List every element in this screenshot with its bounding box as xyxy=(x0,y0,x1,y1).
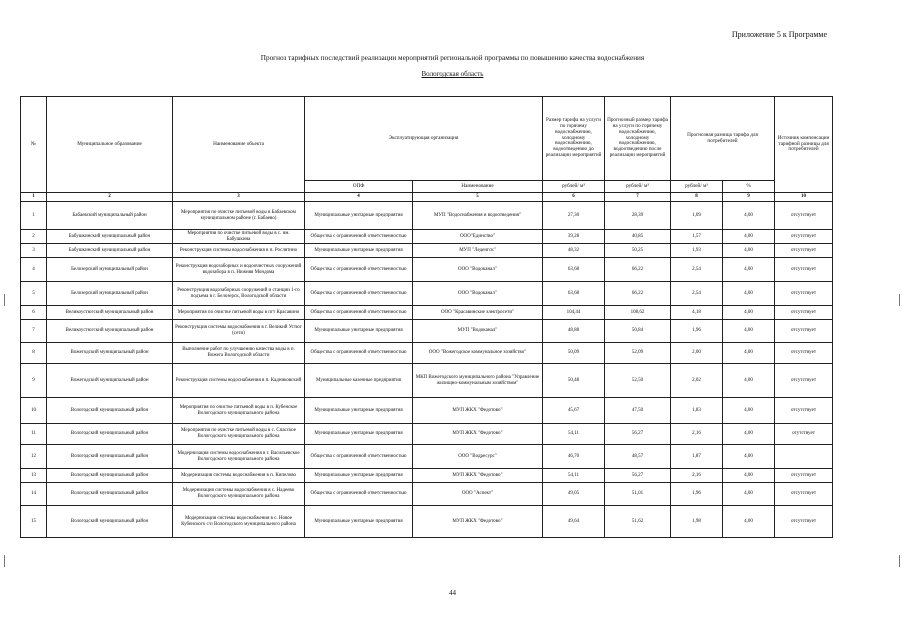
opf-cell: Общества с ограниченной ответственностью xyxy=(305,282,413,306)
municipality-cell: Бабушкинский муниципальный район xyxy=(47,230,173,244)
diff-pct-cell: 4,00 xyxy=(723,424,775,445)
row-number: 7 xyxy=(21,320,47,343)
col-number: 8 xyxy=(671,193,723,202)
municipality-cell: Вологодский муниципальный район xyxy=(47,469,173,483)
row-number: 9 xyxy=(21,364,47,398)
source-cell: отсутствует xyxy=(775,506,833,538)
org-name-cell: ООО "Водресурс" xyxy=(413,445,543,469)
row-number: 14 xyxy=(21,483,47,506)
row-number: 1 xyxy=(21,202,47,230)
diff-pct-cell: 4,00 xyxy=(723,258,775,282)
org-name-cell: ООО "Вожегодское коммунальное хозяйство" xyxy=(413,343,543,364)
diff-pct-cell: 4,00 xyxy=(723,244,775,258)
fold-mark xyxy=(899,294,900,306)
opf-cell: Общества с ограниченной ответственностью xyxy=(305,483,413,506)
table-row xyxy=(21,445,833,469)
opf-cell: Общества с ограниченной ответственностью xyxy=(305,230,413,244)
fold-mark xyxy=(4,294,5,306)
org-name-cell: МУП "Водоканал" xyxy=(413,320,543,343)
municipality-cell: Бабушкинский муниципальный район xyxy=(47,244,173,258)
header-unit-after: рублей/ м³ xyxy=(605,181,671,193)
table-row xyxy=(21,343,833,364)
tariff-before-cell: 50,48 xyxy=(543,364,605,398)
source-cell: отсутствует xyxy=(775,364,833,398)
municipality-cell: Вологодский муниципальный район xyxy=(47,483,173,506)
col-number: 7 xyxy=(605,193,671,202)
diff-rub-cell: 1,83 xyxy=(671,398,723,424)
table-row xyxy=(21,230,833,244)
diff-rub-cell: 1,98 xyxy=(671,506,723,538)
source-cell: отсутствует xyxy=(775,398,833,424)
opf-cell: Общества с ограниченной ответственностью xyxy=(305,445,413,469)
object-cell: Мероприятия по очистке питьевой воды в с. им. Бабушкина xyxy=(173,230,305,244)
source-cell: отсутствует xyxy=(775,230,833,244)
municipality-cell: Вожегодский муниципальный район xyxy=(47,364,173,398)
tariff-before-cell: 54,11 xyxy=(543,469,605,483)
fold-mark xyxy=(4,555,5,567)
object-cell: Выполнение работ по улучшению качества воды в п. Вожега Вологодской области xyxy=(173,343,305,364)
source-cell: отсутствует xyxy=(775,343,833,364)
row-number: 6 xyxy=(21,306,47,320)
opf-cell: Муниципальные унитарные предприятия xyxy=(305,398,413,424)
object-cell: Мероприятия по очистке питьевой воды в с. Спасское Вологодского муниципального района xyxy=(173,424,305,445)
row-number: 5 xyxy=(21,282,47,306)
org-name-cell: ООО "Аспект" xyxy=(413,483,543,506)
col-number: 10 xyxy=(775,193,833,202)
municipality-cell: Вологодский муниципальный район xyxy=(47,424,173,445)
tariff-after-cell: 50,84 xyxy=(605,320,671,343)
source-cell: отсутствует xyxy=(775,483,833,506)
tariff-after-cell: 50,25 xyxy=(605,244,671,258)
tariff-after-cell: 51,01 xyxy=(605,483,671,506)
opf-cell: Муниципальные унитарные предприятия xyxy=(305,320,413,343)
org-name-cell: МКП Вожегодского муниципального района "Управление жилищно-коммунальным хозяйством" xyxy=(413,364,543,398)
table-row xyxy=(21,424,833,445)
row-number: 13 xyxy=(21,469,47,483)
row-number: 8 xyxy=(21,343,47,364)
tariff-after-cell: 66,22 xyxy=(605,258,671,282)
opf-cell: Муниципальные унитарные предприятия xyxy=(305,202,413,230)
object-cell: Модернизация системы водоснабжения в г. Васильевское Вологодского муниципального района xyxy=(173,445,305,469)
tariff-before-cell: 48,32 xyxy=(543,244,605,258)
object-cell: Мероприятия по очистке питьевой воды в Бабаевском муниципальном районе (г. Бабаево) xyxy=(173,202,305,230)
diff-rub-cell: 2,16 xyxy=(671,424,723,445)
municipality-cell: Белозерский муниципальный район xyxy=(47,282,173,306)
header-tariff-after: Прогнозный размер тарифа на услуги по горячему водоснабжению, холодному водоснабжению, водоотведению после реализации мероприятий xyxy=(605,97,671,181)
diff-pct-cell: 4,00 xyxy=(723,483,775,506)
col-number: 2 xyxy=(47,193,173,202)
tariff-before-cell: 63,68 xyxy=(543,258,605,282)
diff-rub-cell: 2,00 xyxy=(671,343,723,364)
col-number: 9 xyxy=(723,193,775,202)
row-number: 11 xyxy=(21,424,47,445)
object-cell: Реконструкция водозаборных сооружений и станции 1-го подъема в г. Белозерск, Вологодской области xyxy=(173,282,305,306)
object-cell: Реконструкция системы водоснабжения в п. Рослятино xyxy=(173,244,305,258)
table-row xyxy=(21,202,833,230)
diff-rub-cell: 1,96 xyxy=(671,320,723,343)
diff-pct-cell: 4,00 xyxy=(723,282,775,306)
region-label: Вологодская область xyxy=(421,70,484,78)
org-name-cell: ООО"Единство" xyxy=(413,230,543,244)
source-cell xyxy=(775,445,833,469)
table-row xyxy=(21,398,833,424)
tariff-after-cell: 48,57 xyxy=(605,445,671,469)
opf-cell: Муниципальные унитарные предприятия xyxy=(305,244,413,258)
tariff-before-cell: 63,68 xyxy=(543,282,605,306)
opf-cell: Общества с ограниченной ответственностью xyxy=(305,343,413,364)
municipality-cell: Вологодский муниципальный район xyxy=(47,506,173,538)
col-number: 4 xyxy=(305,193,413,202)
diff-rub-cell: 2,16 xyxy=(671,469,723,483)
diff-rub-cell: 1,93 xyxy=(671,244,723,258)
object-cell: Реконструкция системы водоснабжения в п. Кадниковский xyxy=(173,364,305,398)
object-cell: Модернизация системы водоснабжения в с. Новое Кубенского с/п Вологодского муниципального района xyxy=(173,506,305,538)
header-unit-diff-rub: рублей/ м³ xyxy=(671,181,723,193)
tariff-after-cell: 47,50 xyxy=(605,398,671,424)
tariff-after-cell: 51,62 xyxy=(605,506,671,538)
table-row xyxy=(21,306,833,320)
header-diff: Прогнозная разница тарифа для потребителей xyxy=(671,97,775,181)
table-row xyxy=(21,244,833,258)
diff-rub-cell: 1,87 xyxy=(671,445,723,469)
diff-pct-cell: 4,00 xyxy=(723,230,775,244)
table-row xyxy=(21,282,833,306)
source-cell: отсутствует xyxy=(775,258,833,282)
org-name-cell: ООО "Красавинские электросети" xyxy=(413,306,543,320)
opf-cell: Муниципальные казенные предприятия xyxy=(305,364,413,398)
row-number: 12 xyxy=(21,445,47,469)
municipality-cell: Бабаевский муниципальный район xyxy=(47,202,173,230)
tariff-before-cell: 49,05 xyxy=(543,483,605,506)
object-cell: Модернизация системы водоснабжения в п. Кипелово xyxy=(173,469,305,483)
col-number: 5 xyxy=(413,193,543,202)
object-cell: Реконструкция водозаборных и водоочистных сооружений водозабора в п. Нижняя Мондома xyxy=(173,258,305,282)
source-cell: отсутствует xyxy=(775,320,833,343)
source-cell: отсутствует xyxy=(775,202,833,230)
opf-cell: Муниципальные унитарные предприятия xyxy=(305,469,413,483)
diff-pct-cell: 4,00 xyxy=(723,506,775,538)
tariff-before-cell: 39,28 xyxy=(543,230,605,244)
document-title: Прогноз тарифных последствий реализации мероприятий региональной программы по повышению качества водоснабжения xyxy=(260,54,645,62)
opf-cell: Общества с ограниченной ответственностью xyxy=(305,306,413,320)
diff-rub-cell: 2,02 xyxy=(671,364,723,398)
table-row xyxy=(21,364,833,398)
org-name-cell: ООО "Водоканал" xyxy=(413,258,543,282)
tariff-after-cell: 56,27 xyxy=(605,424,671,445)
tariff-before-cell: 46,70 xyxy=(543,445,605,469)
tariff-before-cell: 45,67 xyxy=(543,398,605,424)
row-number: 3 xyxy=(21,244,47,258)
source-cell: отсутствует xyxy=(775,244,833,258)
opf-cell: Муниципальные унитарные предприятия xyxy=(305,506,413,538)
diff-rub-cell: 1,09 xyxy=(671,202,723,230)
org-name-cell: МУП "Водоснабжения и водоотведения" xyxy=(413,202,543,230)
tariff-after-cell: 56,27 xyxy=(605,469,671,483)
municipality-cell: Вологодский муниципальный район xyxy=(47,398,173,424)
org-name-cell: МУП ЖКХ "Федотово" xyxy=(413,424,543,445)
header-unit-diff-pct: % xyxy=(723,181,775,193)
appendix-label: Приложение 5 к Программе xyxy=(731,30,827,39)
col-number: 6 xyxy=(543,193,605,202)
tariff-forecast-table xyxy=(20,96,833,538)
header-source: Источник компенсации тарифной разницы для потребителей xyxy=(775,97,833,193)
header-org-opf: ОПФ xyxy=(305,181,413,193)
diff-pct-cell: 4,00 xyxy=(723,306,775,320)
object-cell: Мероприятия по очистке питьевой воды в п. Кубенское Вологодского муниципального района xyxy=(173,398,305,424)
source-cell: отсутствует xyxy=(775,306,833,320)
tariff-before-cell: 27,30 xyxy=(543,202,605,230)
diff-pct-cell: 4,00 xyxy=(723,364,775,398)
opf-cell: Муниципальные унитарные предприятия xyxy=(305,424,413,445)
row-number: 2 xyxy=(21,230,47,244)
tariff-before-cell: 50,09 xyxy=(543,343,605,364)
org-name-cell: МУП ЖКХ "Федотово" xyxy=(413,469,543,483)
tariff-after-cell: 52,09 xyxy=(605,343,671,364)
tariff-after-cell: 52,50 xyxy=(605,364,671,398)
org-name-cell: МУП "Леденгск" xyxy=(413,244,543,258)
header-unit-before: рублей/ м³ xyxy=(543,181,605,193)
source-cell: отутствует xyxy=(775,424,833,445)
municipality-cell: Великоустюгский муниципальный район xyxy=(47,306,173,320)
object-cell: Мероприятия по очистке питьевой воды в пгт Красавино xyxy=(173,306,305,320)
header-no: № xyxy=(21,97,47,193)
org-name-cell: МУП ЖКХ "Федотово" xyxy=(413,506,543,538)
diff-pct-cell: 4,00 xyxy=(723,320,775,343)
column-number-row xyxy=(21,193,833,202)
tariff-after-cell: 108,62 xyxy=(605,306,671,320)
diff-rub-cell: 1,57 xyxy=(671,230,723,244)
diff-pct-cell: 4,00 xyxy=(723,445,775,469)
diff-rub-cell: 2,54 xyxy=(671,282,723,306)
source-cell: отсутствует xyxy=(775,282,833,306)
diff-rub-cell: 4,18 xyxy=(671,306,723,320)
header-org-name: Наименование xyxy=(413,181,543,193)
diff-pct-cell: 4,00 xyxy=(723,343,775,364)
tariff-before-cell: 54,11 xyxy=(543,424,605,445)
tariff-before-cell: 49,64 xyxy=(543,506,605,538)
org-name-cell: ООО "Водоканал" xyxy=(413,282,543,306)
table-row xyxy=(21,320,833,343)
diff-pct-cell: 4,00 xyxy=(723,469,775,483)
municipality-cell: Вологодский муниципальный район xyxy=(47,445,173,469)
table-row xyxy=(21,258,833,282)
tariff-after-cell: 28,39 xyxy=(605,202,671,230)
row-number: 15 xyxy=(21,506,47,538)
diff-rub-cell: 1,96 xyxy=(671,483,723,506)
col-number: 3 xyxy=(173,193,305,202)
object-cell: Модернизация системы водоснабжения в с. Надеево Вологодского муниципального района xyxy=(173,483,305,506)
tariff-after-cell: 66,22 xyxy=(605,282,671,306)
municipality-cell: Белозерский муниципальный район xyxy=(47,258,173,282)
header-org: Эксплуатирующая организация xyxy=(305,97,543,181)
tariff-before-cell: 48,88 xyxy=(543,320,605,343)
table-row xyxy=(21,483,833,506)
fold-mark xyxy=(899,555,900,567)
municipality-cell: Великоустюгский муниципальный район xyxy=(47,320,173,343)
tariff-after-cell: 40,85 xyxy=(605,230,671,244)
page-number: 44 xyxy=(449,589,456,597)
header-tariff-before: Размер тарифа на услуги по горячему водоснабжению, холодному водоснабжению, водоотведению до реализации мероприятий xyxy=(543,97,605,181)
table-row xyxy=(21,469,833,483)
header-municipality: Муниципальное образование xyxy=(47,97,173,193)
col-number: 1 xyxy=(21,193,47,202)
source-cell: отсутствует xyxy=(775,469,833,483)
diff-rub-cell: 2,54 xyxy=(671,258,723,282)
municipality-cell: Вожегодский муниципальный район xyxy=(47,343,173,364)
object-cell: Реконструкция системы водоснабжения в г. Великий Устюг (сети) xyxy=(173,320,305,343)
row-number: 10 xyxy=(21,398,47,424)
header-object: Наименование объекта xyxy=(173,97,305,193)
org-name-cell: МУП ЖКХ "Федотово" xyxy=(413,398,543,424)
opf-cell: Общества с ограниченной ответственностью xyxy=(305,258,413,282)
diff-pct-cell: 4,00 xyxy=(723,202,775,230)
diff-pct-cell: 4,00 xyxy=(723,398,775,424)
tariff-before-cell: 104,44 xyxy=(543,306,605,320)
table-row xyxy=(21,506,833,538)
row-number: 4 xyxy=(21,258,47,282)
